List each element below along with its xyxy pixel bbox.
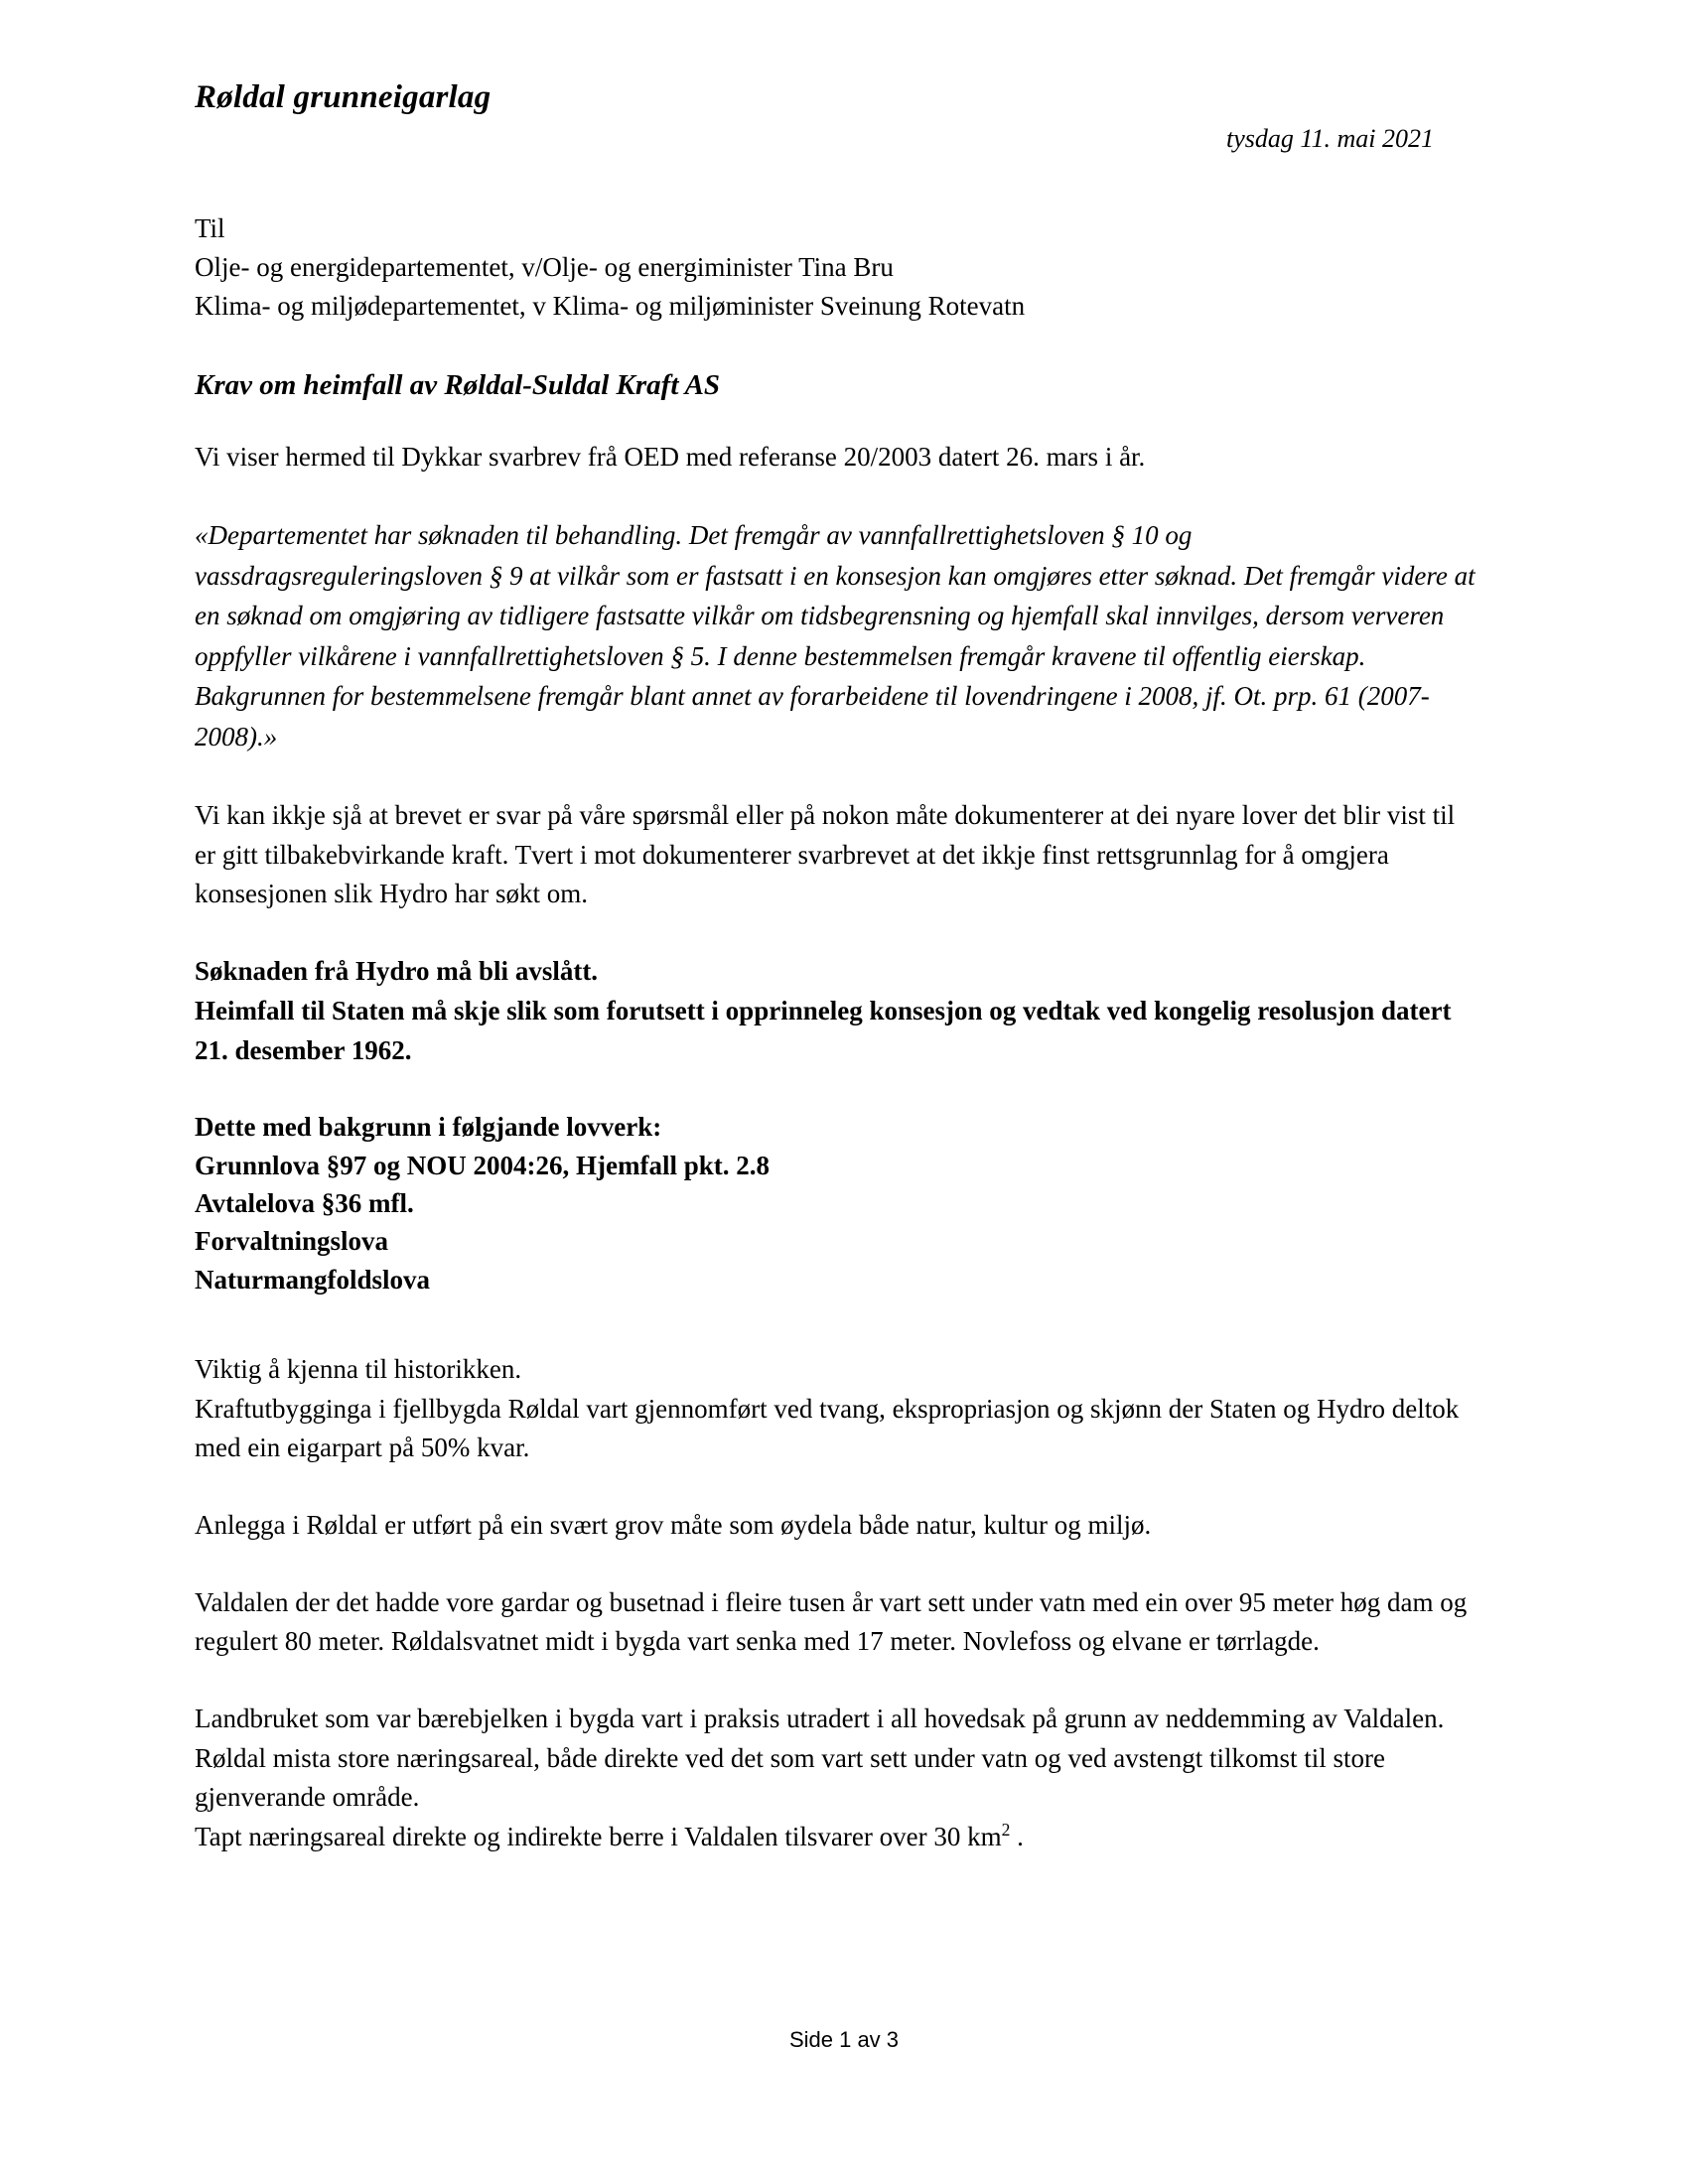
document-date: tysdag 11. mai 2021 [1226, 124, 1434, 153]
history-line-1: Viktig å kjenna til historikken. [195, 1353, 522, 1384]
response-paragraph: Vi kan ikkje sjå at brevet er svar på våre spørsmål eller på nokon måte dokumenterer at dei nyare lover det blir vist til er gitt tilbakebvirkande kraft. Tvert i mot dokumenterer svarbrevet at det ikkje finst rettsgrunnlag for å omgjera konsesjonen slik Hydro har søkt om. [195, 800, 1456, 909]
recipient-line-2: Olje- og energidepartementet, v/Olje- og energiminister Tina Bru [195, 252, 894, 283]
quoted-passage: «Departementet har søknaden til behandling. Det fremgår av vannfallrettighetsloven § 10 og vassdragsreguleringsloven § 9 at vilkår som er fastsatt i en konsesjon kan omgjøres etter søknad. Det fremgår videre at en søknad om omgjøring av tidligere fastsatte vilkår om tidsbegrensning og hjemfall skal innvilges, dersom ververen oppfyller vilkårene i vannfallrettighetsloven § 5. I denne bestemmelsen fremgår kravene til offentlig eierskap. Bakgrunnen for bestemmelsene fremgår blant annet av forarbeidene til lovendringene i 2008, jf. Ot. prp. 61 (2007-2008).» [195, 520, 1476, 751]
legal-basis-item: Grunnlova §97 og NOU 2004:26, Hjemfall pkt. 2.8 [195, 1150, 771, 1180]
valdalen-paragraph: Valdalen der det hadde vore gardar og busetnad i fleire tusen år vart sett under vatn med ein over 95 meter høg dam og regulert 80 meter. Røldalsvatnet midt i bygda vart senka med 17 meter. Novlefoss og elvane er tørrlagde. [195, 1586, 1468, 1657]
tapt-text-suffix: . [1010, 1822, 1024, 1852]
page-footer: Side 1 av 3 [788, 2027, 900, 2052]
demand-line-2: Heimfall til Staten må skje slik som forutsett i opprinneleg konsesjon og vedtak ved kongelig resolusjon datert 21. desember 1962. [195, 995, 1452, 1065]
document-body [195, 79, 1476, 1895]
recipient-line-1: Til [195, 213, 225, 243]
history-line-2: Kraftutbygginga i fjellbygda Røldal vart gjennomført ved tvang, ekspropriasjon og skjønn der Staten og Hydro deltok med ein eigarpart på 50% kvar. [195, 1393, 1460, 1463]
tapt-text-prefix: Tapt næringsareal direkte og indirekte berre i Valdalen tilsvarer over 30 km [195, 1822, 1002, 1852]
legal-basis-heading: Dette med bakgrunn i følgjande lovverk: [195, 1112, 662, 1143]
tapt-superscript: 2 [1001, 1820, 1011, 1841]
recipient-block [195, 209, 1476, 326]
legal-basis-item: Naturmangfoldslova [195, 1264, 431, 1295]
legal-basis-item: Forvaltningslova [195, 1226, 389, 1257]
landbruket-paragraph: Landbruket som var bærebjelken i bygda vart i praksis utradert i all hovedsak på grunn av neddemming av Valdalen. Røldal mista store næringsareal, både direkte ved det som vart sett under vatn og ved avstengt tilkomst til store gjenverande område. [195, 1704, 1445, 1813]
landbruket-block [195, 1700, 1476, 1857]
letterhead-title: Røldal grunneigarlag [195, 79, 492, 115]
history-block [195, 1350, 1476, 1468]
tapt-naeringsareal-line [195, 1818, 1476, 1857]
subject-heading: Krav om heimfall av Røldal-Suldal Kraft AS [195, 369, 721, 402]
intro-paragraph: Vi viser hermed til Dykkar svarbrev frå OED med referanse 20/2003 datert 26. mars i år. [195, 442, 1146, 473]
demand-line-1: Søknaden frå Hydro må bli avslått. [195, 956, 599, 987]
legal-basis-block [195, 1108, 1476, 1298]
anlegga-paragraph: Anlegga i Røldal er utført på ein svært grov måte som øydela både natur, kultur og miljø. [195, 1509, 1152, 1540]
recipient-line-3: Klima- og miljødepartementet, v Klima- og miljøminister Sveinung Rotevatn [195, 291, 1026, 322]
demand-block [195, 952, 1476, 1070]
legal-basis-item: Avtalelova §36 mfl. [195, 1187, 414, 1218]
